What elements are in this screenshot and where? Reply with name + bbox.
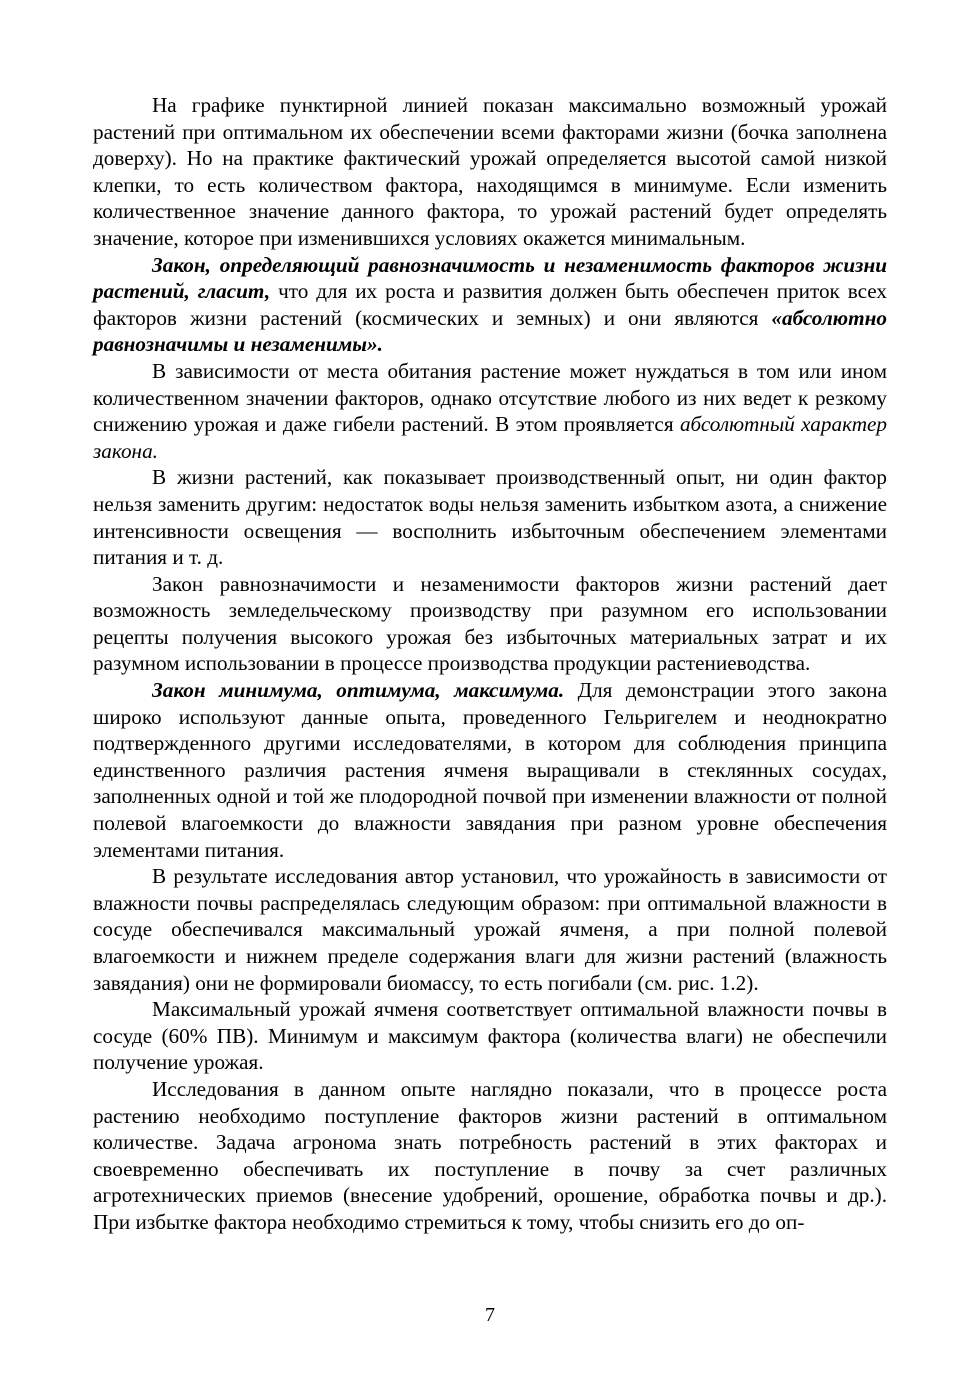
law-absolute-character: абсолютный характер закона. [93,412,887,463]
paragraph-6-law-minimum: Закон минимума, оптимума, максимума. Для демонстрации этого закона широко используют данные опыта, проведенного Гельригелем и неоднократно подтвержденного другими исследователями, в котором для соблюдения принципа единственного различия растения ячменя выращивали в стеклянных сосудах, заполненных одной и той же плодородной почвой при изменении влажности от полной полевой влагоемкости до влажности завядания при разном уровне обеспечения элементами питания. [93,678,887,862]
law-quote-equivalence: «абсолютно равнозначимы и незаменимы». [93,305,887,357]
body-text [93,92,887,1236]
paragraph-5: Закон равнозначимости и незаменимости факторов жизни растений дает возможность земледельческому производству при разумном его использовании рецепты получения высокого урожая без избыточных материальных затрат и их разумном использовании в процессе производства продукции растениеводства. [93,571,887,676]
page-number: 7 [485,1304,495,1326]
law-title-equivalence: Закон, определяющий равнозначимость и незаменимость факторов жизни растений, гласит, [93,252,887,304]
paragraph-9: Исследования в данном опыте наглядно показали, что в процессе роста растению необходимо поступление факторов жизни растений в оптимальном количестве. Задача агронома знать потребность растений в этих факторах и своевременно обеспечивать их поступление в почву за счет различных агротехнических приемов (внесение удобрений, орошение, обработка почвы и др.). При избытке фактора необходимо стремиться к тому, чтобы снизить его до оп- [93,1076,887,1234]
paragraph-2-law-equivalence: Закон, определяющий равнозначимость и незаменимость факторов жизни растений, гласит, что для их роста и развития должен быть обеспечен приток всех факторов жизни растений (космических и земных) и они являются «абсолютно равнозначимы и незаменимы». [93,252,888,357]
paragraph-3: В зависимости от места обитания растение может нуждаться в том или ином количественном значении факторов, однако отсутствие любого из них ведет к резкому снижению урожая и даже гибели растений. В этом проявляется абсолютный характер закона. [93,358,887,463]
law-title-minimum: Закон минимума, оптимума, максимума. [152,678,565,703]
paragraph-1: На графике пунктирной линией показан максимально возможный урожай растений при оптимальном их обеспечении всеми факторами жизни (бочка заполнена доверху). Но на практике фактический урожай определяется высотой самой низкой клепки, то есть количеством фактора, находящимся в минимуме. Если изменить количественное значение данного фактора, то урожай растений будет определять значение, которое при изменившихся условиях окажется минимальным. [93,93,887,250]
paragraph-8: Максимальный урожай ячменя соответствует оптимальной влажности почвы в сосуде (60% ПВ). Минимум и максимум фактора (количества влаги) не обеспечили получение урожая. [93,997,887,1075]
paragraph-4: В жизни растений, как показывает производственный опыт, ни один фактор нельзя заменить другим: недостаток воды нельзя заменить избытком азота, а снижение интенсивности освещения — восполнить избыточным обеспечением элементами питания и т. д. [93,465,887,570]
paragraph-7: В результате исследования автор установил, что урожайность в зависимости от влажности почвы распределялась следующим образом: при оптимальной влажности в сосуде обеспечивался максимальный урожай ячменя, а при полной полевой влагоемкости и нижнем пределе содержания влаги для жизни растений (влажность завядания) они не формировали биомассу, то есть погибали (см. рис. 1.2). [93,864,887,995]
